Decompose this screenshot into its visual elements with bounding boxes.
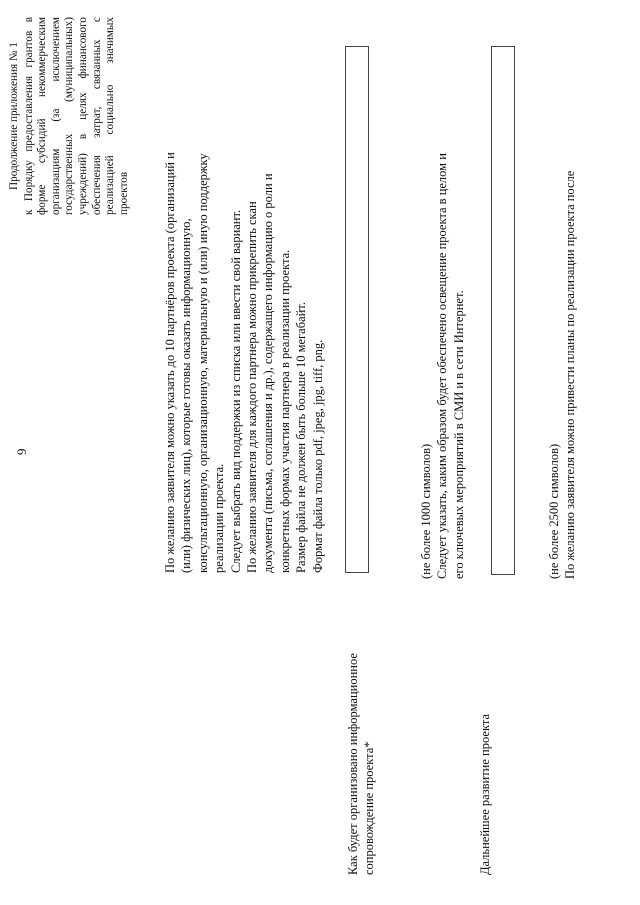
development-description <box>546 19 579 579</box>
partners-line: Размер файла не должен быть больше 10 мегабайт. <box>294 302 309 573</box>
info-support-label: Как будет организовано информационное сопровождение проекта* <box>346 653 376 875</box>
info-support-hint: его ключевых мероприятий в СМИ и в сети Интернет. <box>451 290 466 579</box>
partners-line: Следует выбрать вид поддержки из списка или ввести свой вариант. <box>228 209 243 573</box>
partners-line: консультационную, организационную, материальную и (или) иную поддержку <box>195 153 210 573</box>
partners-line: документа (письма, соглашения и др.), содержащего информацию о роли и <box>261 173 276 573</box>
appendix-reference: к Порядку предоставления грантов в форме субсидий некоммерческим организациям (за исключением государственных (муниципальных) учреждений) в целях финансового обеспечения затрат, связанных с реализацией социально значимых проектов <box>22 17 130 215</box>
appendix-header <box>8 17 131 215</box>
partners-description <box>162 13 326 573</box>
partners-line: Формат файла только pdf, jpeg, jpg, tiff, png. <box>310 339 325 573</box>
partners-line: По желанию заявителя для каждого партнера можно прикрепить скан <box>245 201 260 573</box>
partners-line: конкретных формах участия партнера в реализации проекта. <box>277 249 292 573</box>
info-support-limit: (не более 1000 символов) <box>419 443 433 579</box>
partners-line: По желанию заявителя можно указать до 10 партнёров проекта (организаций и <box>163 152 177 573</box>
page-number: 9 <box>14 448 29 455</box>
info-support-description <box>418 19 467 579</box>
development-label: Дальнейшее развитие проекта <box>478 713 492 875</box>
info-support-hint: Следует указать, каким образом будет обеспечено освещение проекта в целом и <box>435 153 450 579</box>
partners-line: (или) физических лиц), которые готовы оказать информационную, <box>179 218 194 573</box>
partners-input-box[interactable] <box>345 46 369 573</box>
appendix-title: Продолжение приложения № 1 <box>8 42 20 190</box>
development-limit: (не более 2500 символов) <box>547 443 561 579</box>
partners-line: реализации проекта. <box>212 463 227 573</box>
development-hint: По желанию заявителя можно привести планы по реализации проекта после <box>563 170 578 579</box>
info-support-input-box[interactable] <box>491 46 515 575</box>
